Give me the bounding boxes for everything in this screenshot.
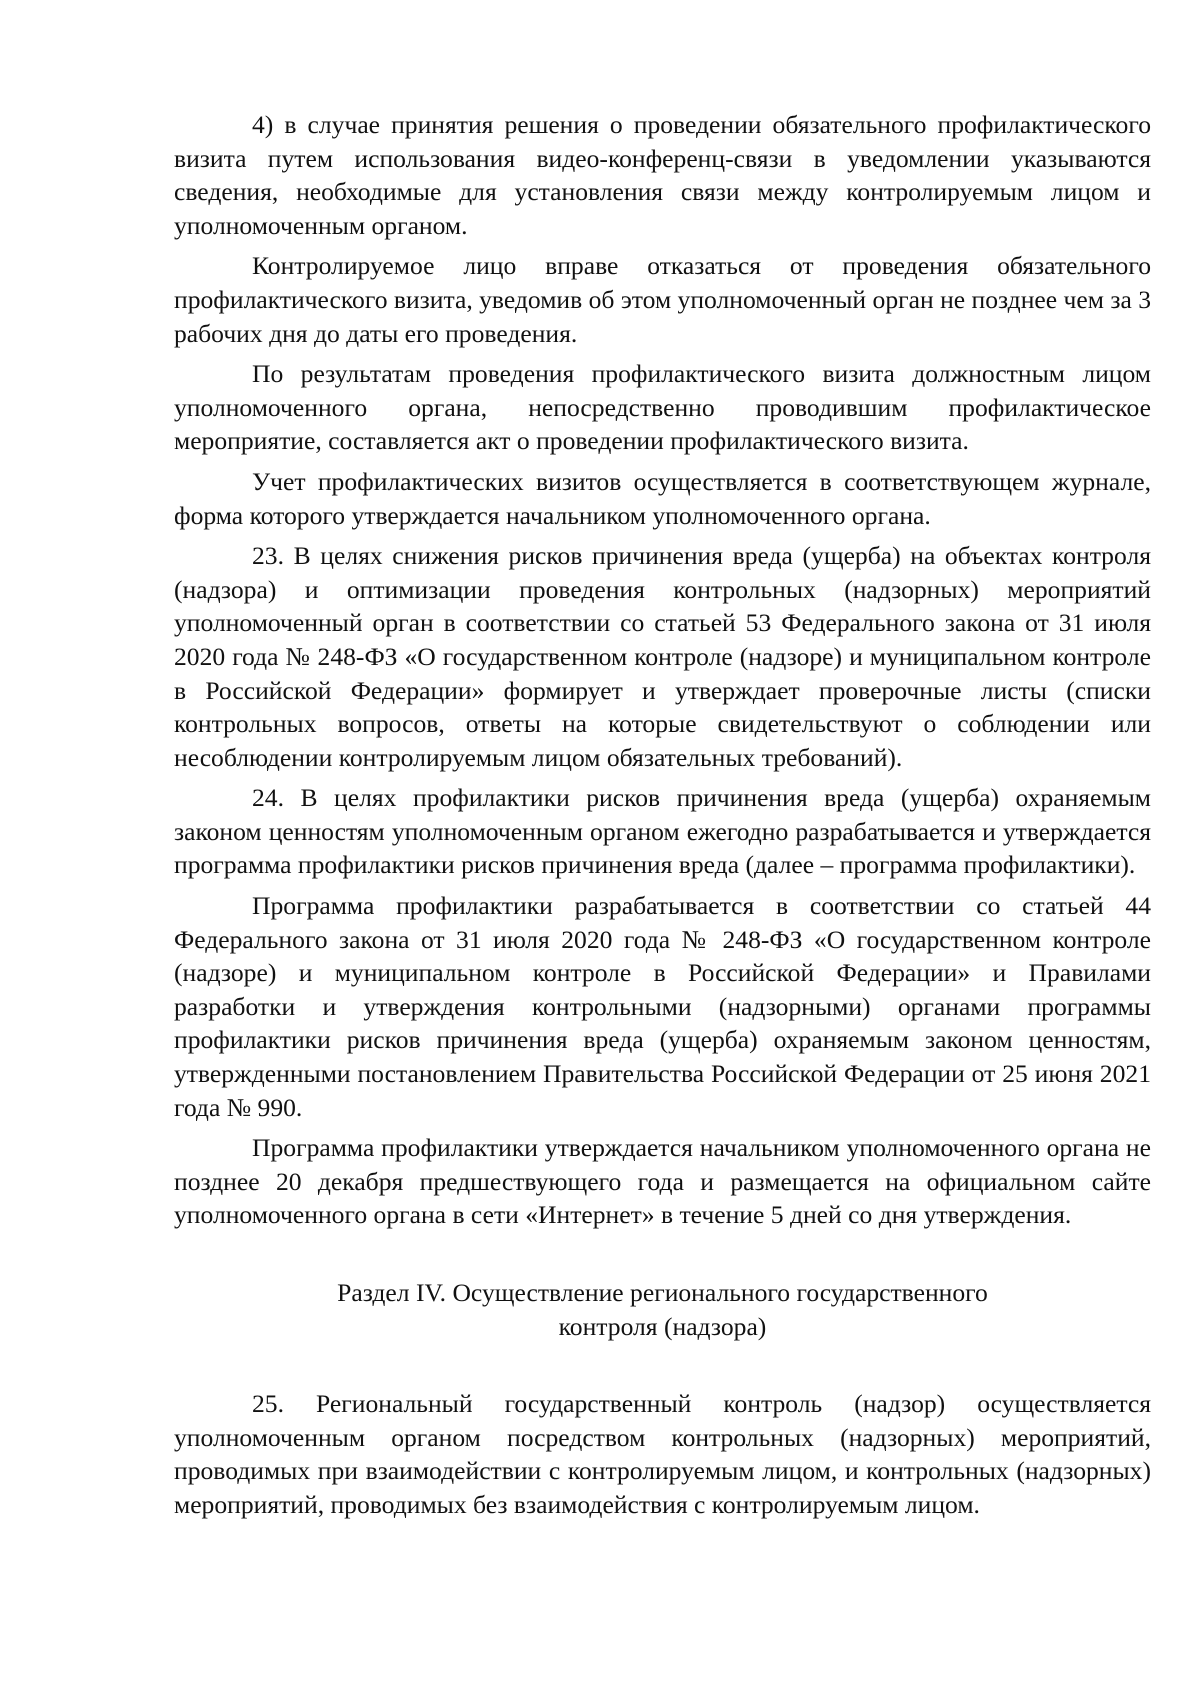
paragraph-visit-journal: Учет профилактических визитов осуществляется в соответствующем журнале, форма которого утверждается начальником уполномоченного органа. (174, 466, 1151, 530)
section-heading (174, 1276, 1151, 1343)
paragraph-visit-act: По результатам проведения профилактического визита должностным лицом уполномоченного органа, непосредственно проводившим профилактическое мероприятие, составляется акт о проведении профилактического визита. (174, 359, 1151, 456)
paragraph-program-development: Программа профилактики разрабатывается в соответствии со статьей 44 Федерального закона от 31 июля 2020 года № 248-ФЗ «О государственном контроле (надзоре) и муниципальном контроле в Российской Федерации» и Правилами разработки и утверждения контрольными (надзорными) органами программы профилактики рисков причинения вреда (ущерба) охраняемым законом ценностям, утвержденными постановлением Правительства Российской Федерации от 25 июня 2021 года № 990. (174, 891, 1151, 1122)
document-page (174, 108, 1151, 1529)
paragraph-item-4: 4) в случае принятия решения о проведении обязательного профилактического визита путем использования видео-конференц-связи в уведомлении указываются сведения, необходимые для установления связи между контролируемым лицом и уполномоченным органом. (174, 110, 1151, 240)
paragraph-25: 25. Региональный государственный контроль (надзор) осуществляется уполномоченным органом посредством контрольных (надзорных) мероприятий, проводимых при взаимодействии с контролируемым лицом, и контрольных (надзорных) мероприятий, проводимых без взаимодействия с контролируемым лицом. (174, 1389, 1151, 1519)
paragraph-24: 24. В целях профилактики рисков причинения вреда (ущерба) охраняемым законом ценностям уполномоченным органом ежегодно разрабатывается и утверждается программа профилактики рисков причинения вреда (далее – программа профилактики). (174, 783, 1151, 880)
section-heading-line-2: контроля (надзора) (558, 1311, 767, 1341)
paragraph-program-approval: Программа профилактики утверждается начальником уполномоченного органа не позднее 20 декабря предшествующего года и размещается на официальном сайте уполномоченного органа в сети «Интернет» в течение 5 дней со дня утверждения. (174, 1133, 1151, 1230)
section-heading-line-1: Раздел IV. Осуществление регионального государственного (337, 1278, 988, 1307)
paragraph-23: 23. В целях снижения рисков причинения вреда (ущерба) на объектах контроля (надзора) и оптимизации проведения контрольных (надзорных) мероприятий уполномоченный орган в соответствии со статьей 53 Федерального закона от 31 июля 2020 года № 248-ФЗ «О государственном контроле (надзоре) и муниципальном контроле в Российской Федерации» формирует и утверждает проверочные листы (списки контрольных вопросов, ответы на которые свидетельствуют о соблюдении или несоблюдении контролируемым лицом обязательных требований). (174, 541, 1151, 772)
paragraph-refusal: Контролируемое лицо вправе отказаться от проведения обязательного профилактического визита, уведомив об этом уполномоченный орган не позднее чем за 3 рабочих дня до даты его проведения. (174, 251, 1151, 348)
